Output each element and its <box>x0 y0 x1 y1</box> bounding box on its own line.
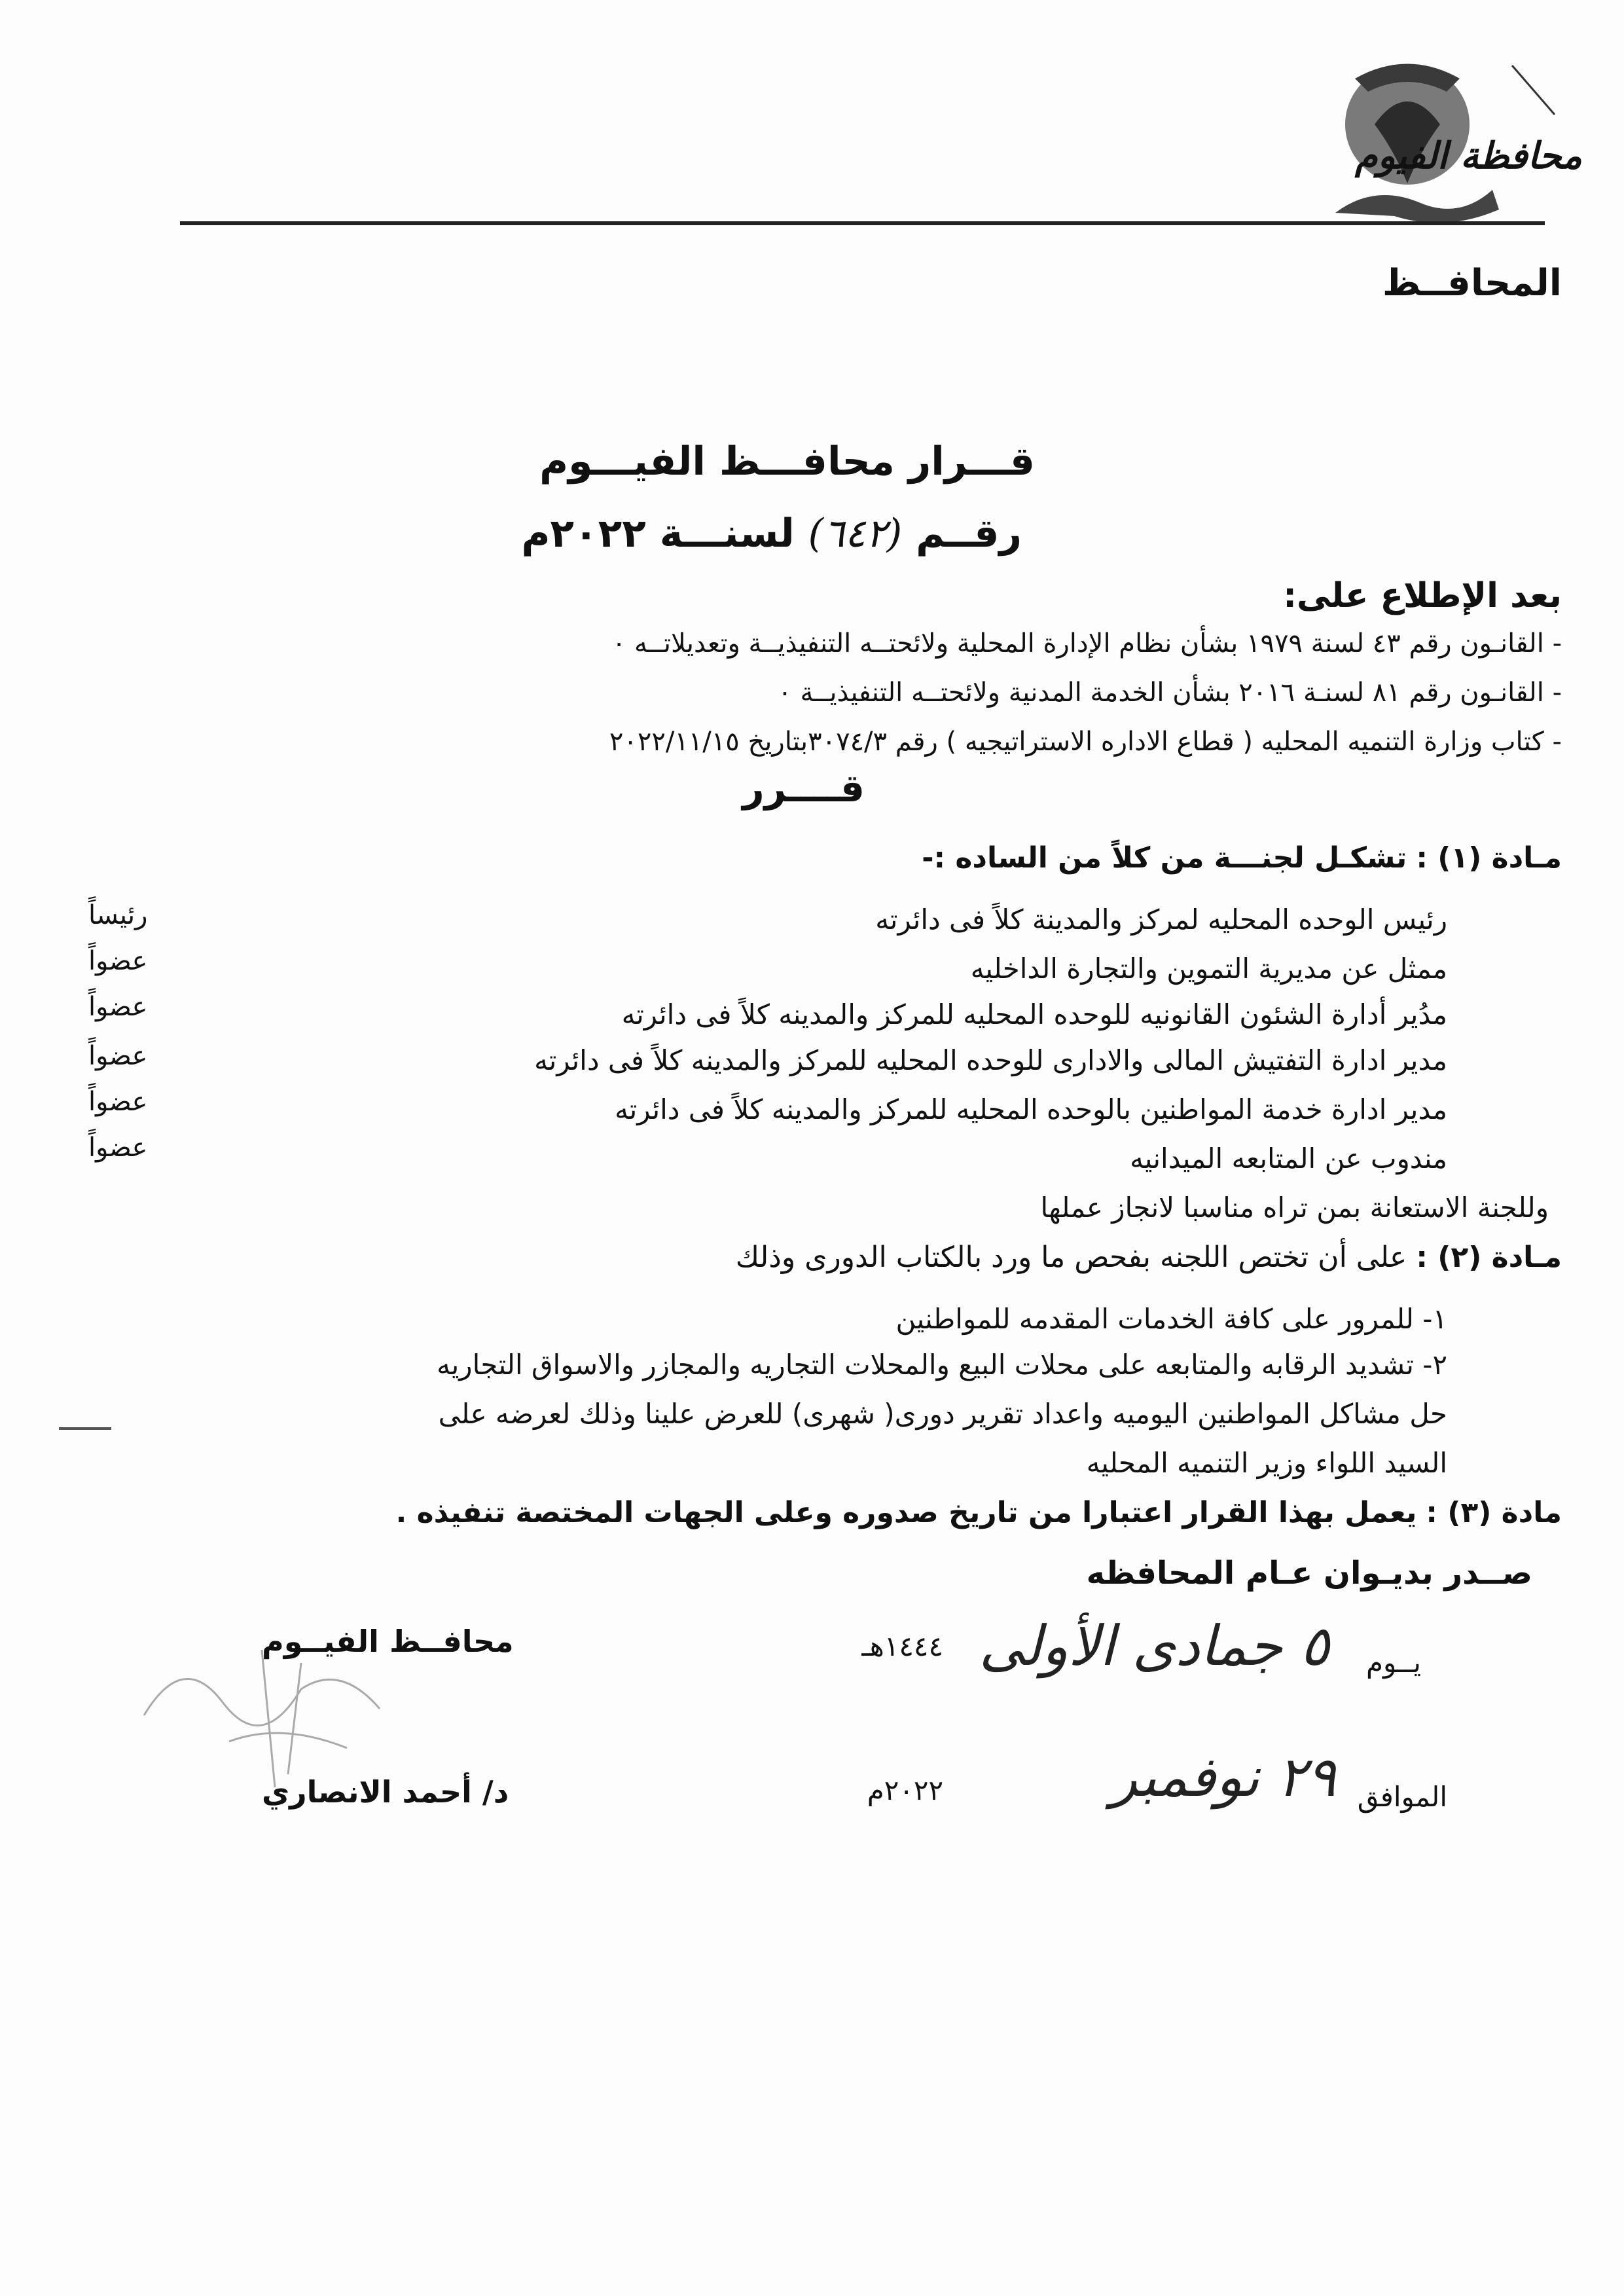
article-3 <box>396 1496 1562 1529</box>
article-1-closing: وللجنة الاستعانة بمن تراه مناسبا لانجاز عملها <box>1040 1192 1549 1224</box>
gregorian-date-handwritten: ٢٩ نوفمبر <box>1110 1745 1336 1809</box>
decree-title: قـــرار محافـــظ الفيـــوم <box>539 439 1035 484</box>
logo-text: محافظة الفيوم <box>1355 134 1582 177</box>
article-1-label: مـادة (١) : <box>1416 841 1562 875</box>
decision-heading: قــــرر <box>742 766 865 811</box>
member-name: مندوب عن المتابعه الميدانيه <box>1130 1142 1447 1175</box>
member-name: مدُير أدارة الشئون القانونيه للوحده المحليه للمركز والمدينه كلاً فى دائرته <box>621 998 1447 1030</box>
preamble-item: - القانـون رقم ٤٣ لسنة ١٩٧٩ بشأن نظام الإدارة المحلية ولائحتــه التنفيذيــة وتعديلاتــه ٠ <box>611 629 1562 659</box>
member-name: مدير ادارة التفتيش المالى والادارى للوحده المحليه للمركز والمدينه كلاً فى دائرته <box>534 1044 1447 1076</box>
member-role: عضواً <box>88 946 148 976</box>
decree-number-prefix: رقــم <box>916 511 1022 556</box>
decree-number: (٦٤٢) <box>808 511 903 556</box>
day-label: يــوم <box>1366 1647 1421 1679</box>
article-1 <box>922 841 1562 875</box>
article-2-item: ٢- تشديد الرقابه والمتابعه على محلات البيع والمحلات التجاريه والمجازر والاسواق التجاريه <box>437 1349 1447 1381</box>
preamble-item: - القانـون رقم ٨١ لسنـة ٢٠١٦ بشأن الخدمة المدنية ولائحتــه التنفيذيــة ٠ <box>778 678 1562 708</box>
issued-line: صــدر بديـوان عـام المحافظه <box>1086 1555 1532 1592</box>
preamble-item: - كتاب وزارة التنميه المحليه ( قطاع الاداره الاستراتيجيه ) رقم ٣٠٧٤/٣بتاريخ ٢٠٢٢/١١/١٥ <box>609 727 1562 757</box>
signatory-title: محافــظ الفيــوم <box>262 1624 514 1659</box>
decree-year: لسنـــة ٢٠٢٢م <box>521 511 795 556</box>
article-2-item: السيد اللواء وزير التنميه المحليه <box>1086 1447 1447 1479</box>
hijri-year: ١٤٤٤هـ <box>861 1630 943 1662</box>
article-2-item: حل مشاكل المواطنين اليوميه واعداد تقرير دورى( شهرى) للعرض علينا وذلك لعرضه على <box>438 1398 1447 1430</box>
corresponding-label: الموافق <box>1357 1781 1447 1813</box>
article-2 <box>736 1241 1562 1274</box>
signatory-name: د/ أحمد الانصاري <box>262 1774 509 1810</box>
member-role: عضواً <box>88 1133 148 1163</box>
office-title: المحافــظ <box>1382 262 1562 304</box>
article-3-label: مادة (٣) : <box>1426 1496 1562 1529</box>
gregorian-year: ٢٠٢٢م <box>867 1774 943 1806</box>
member-name: ممثل عن مديرية التموين والتجارة الداخليه <box>970 953 1447 985</box>
handwritten-signature-icon <box>131 1624 406 1820</box>
preamble-heading: بعد الإطلاع على: <box>1283 576 1562 615</box>
hijri-date-handwritten: ٥ جمادى الأولى <box>979 1614 1329 1678</box>
decree-number-line <box>521 511 1022 556</box>
article-2-label: مـادة (٢) : <box>1416 1241 1562 1274</box>
margin-mark <box>59 1427 111 1430</box>
member-role: عضواً <box>88 1087 148 1117</box>
member-role: رئيساً <box>88 900 148 930</box>
article-1-text: تشكـل لجنـــة من كلاً من الساده :- <box>922 841 1407 875</box>
member-name: رئيس الوحده المحليه لمركز والمدينة كلاً فى دائرته <box>875 903 1447 936</box>
article-3-text: يعمل بهذا القرار اعتبارا من تاريخ صدوره وعلى الجهات المختصة تنفيذه . <box>395 1496 1417 1529</box>
article-2-text: على أن تختص اللجنه بفحص ما ورد بالكتاب الدورى وذلك <box>735 1241 1407 1274</box>
member-name: مدير ادارة خدمة المواطنين بالوحده المحليه للمركز والمدينه كلاً فى دائرته <box>615 1093 1447 1125</box>
header-rule <box>180 221 1545 225</box>
member-role: عضواً <box>88 1041 148 1071</box>
article-2-item: ١- للمرور على كافة الخدمات المقدمه للمواطنين <box>895 1303 1447 1335</box>
member-role: عضواً <box>88 992 148 1022</box>
